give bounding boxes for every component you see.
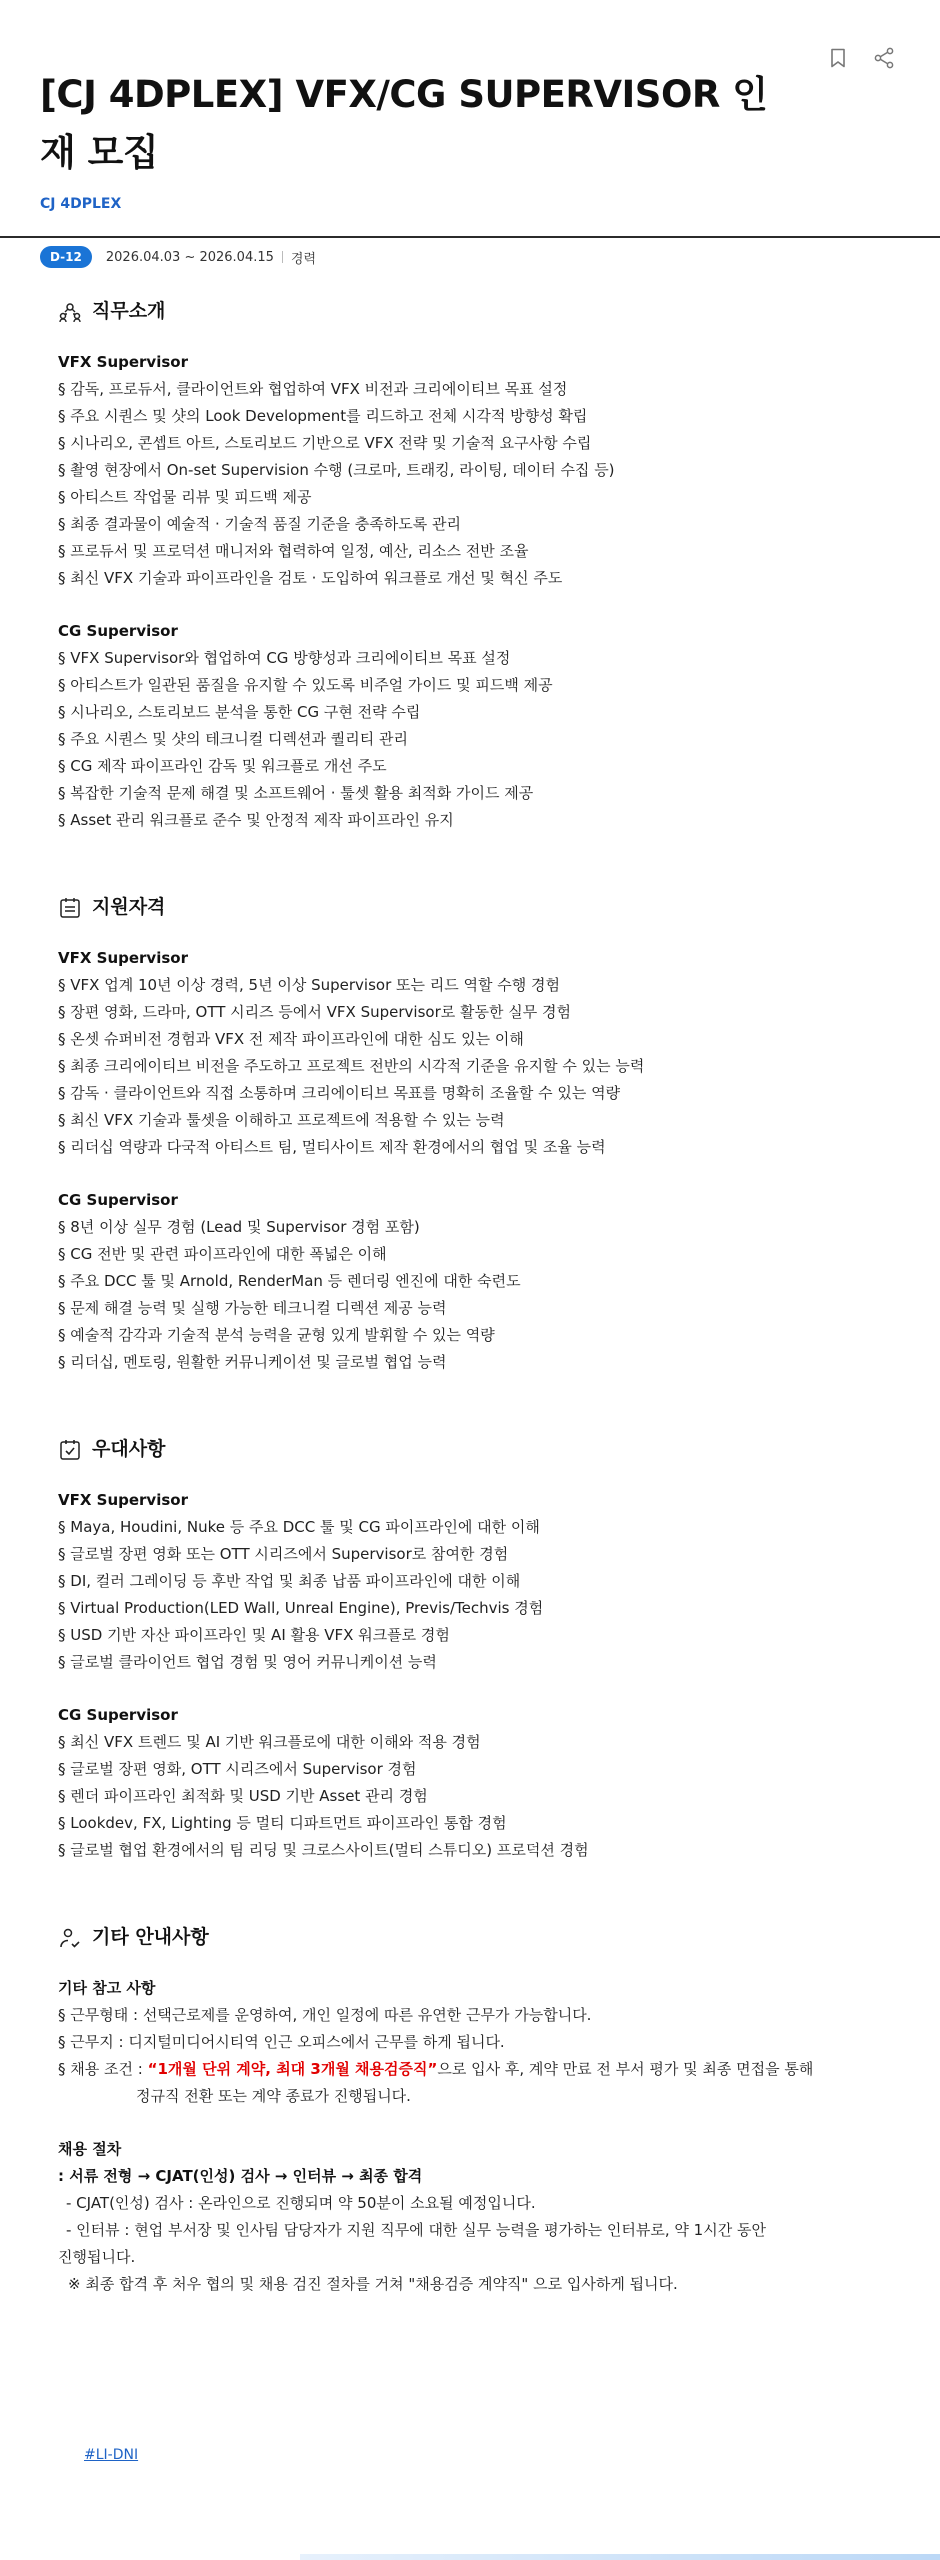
qual-cg-group [58,1187,900,1376]
hashtag-link[interactable]: #LI-DNI [84,2447,139,2463]
list-item: § CG 제작 파이프라인 감독 및 워크플로 개선 주도 [58,757,387,775]
job-meta [40,246,900,268]
list-item: § USD 기반 자산 파이프라인 및 AI 활용 VFX 워크플로 경험 [58,1626,450,1644]
list-item: § 아티스트 작업물 리뷰 및 피드백 제공 [58,488,312,506]
duty-cg-group [58,618,900,834]
duty-cg-title: CG Supervisor [58,622,178,640]
list-item: § 장편 영화, 드라마, OTT 시리즈 등에서 VFX Supervisor로 활동한 실무 경험 [58,1003,571,1021]
qual-vfx-list [58,972,900,1161]
bottom-bar [300,2554,940,2560]
list-item: § 최종 크리에이티브 비전을 주도하고 프로젝트 전반의 시각적 기준을 유지할 수 있는 능력 [58,1057,645,1075]
process-flow: : 서류 전형 → CJAT(인성) 검사 → 인터뷰 → 최종 합격 [58,2167,423,2185]
list-item: § 프로듀서 및 프로덕션 매니저와 협력하여 일정, 예산, 리소스 전반 조율 [58,542,529,560]
duty-vfx-list [58,376,900,592]
etc-process-list [58,2190,900,2298]
company-link[interactable]: CJ 4DPLEX [40,196,122,212]
list-item: § 근무지 : 디지털미디어시티역 인근 오피스에서 근무를 하게 됩니다. [58,2033,505,2051]
list-item: § 채용 조건 : “1개월 단위 계약, 최대 3개월 채용검증직”으로 입사 후, 계약 만료 전 부서 평가 및 최종 면접을 통해 정규직 전환 또는 계약 종료가 진행됩니다. [58,2060,814,2105]
list-item: § 최신 VFX 기술과 툴셋을 이해하고 프로젝트에 적용할 수 있는 능력 [58,1111,505,1129]
job-content [0,298,940,2298]
section-preference [58,1436,900,1864]
etc-reference-list [58,2002,900,2110]
header-actions [826,46,896,70]
calendar-list-icon [58,896,82,920]
list-item: § 주요 DCC 툴 및 Arnold, RenderMan 등 렌더링 엔진에 대한 숙련도 [58,1272,521,1290]
section-title-etc: 기타 안내사항 [58,1924,900,1951]
qual-cg-list [58,1214,900,1376]
list-item: § 온셋 슈퍼비전 경험과 VFX 전 제작 파이프라인에 대한 심도 있는 이해 [58,1030,524,1048]
list-item: § 촬영 현장에서 On-set Supervision 수행 (크로마, 트래킹, 라이팅, 데이터 수집 등) [58,461,615,479]
etc-reference-group [58,1975,900,2110]
list-item: § 글로벌 장편 영화, OTT 시리즈에서 Supervisor 경험 [58,1760,417,1778]
calendar-check-icon [58,1438,82,1462]
duty-vfx-group [58,349,900,592]
list-item: § 리더십 역량과 다국적 아티스트 팀, 멀티사이트 제작 환경에서의 협업 및 조율 능력 [58,1138,606,1156]
list-item: § 시나리오, 스토리보드 분석을 통한 CG 구현 전략 수립 [58,703,421,721]
etc-process-title: 채용 절차 [58,2140,122,2158]
list-item: § 글로벌 장편 영화 또는 OTT 시리즈에서 Supervisor로 참여한 경험 [58,1545,509,1563]
list-item: § CG 전반 및 관련 파이프라인에 대한 폭넓은 이해 [58,1245,387,1263]
list-item: § 글로벌 클라이언트 협업 경험 및 영어 커뮤니케이션 능력 [58,1653,437,1671]
list-item: § 감독 · 클라이언트와 직접 소통하며 크리에이티브 목표를 명확히 조율할 수 있는 역량 [58,1084,621,1102]
user-check-icon [58,1926,82,1950]
list-item: 진행됩니다. [58,2248,136,2266]
share-icon[interactable] [872,46,896,70]
list-item: § 최신 VFX 트렌드 및 AI 기반 워크플로에 대한 이해와 적용 경험 [58,1733,481,1751]
pref-cg-group [58,1702,900,1864]
list-item: § 주요 시퀀스 및 샷의 테크니컬 디렉션과 퀄리티 관리 [58,730,408,748]
duty-cg-list [58,645,900,834]
page-title: [CJ 4DPLEX] VFX/CG SUPERVISOR 인재 모집 [40,73,768,174]
meta-divider [282,251,283,263]
list-item: § 문제 해결 능력 및 실행 가능한 테크니컬 디렉션 제공 능력 [58,1299,447,1317]
list-item: § 근무형태 : 선택근로제를 운영하여, 개인 일정에 따른 유연한 근무가 가능합니다. [58,2006,592,2024]
list-item: ※ 최종 합격 후 처우 협의 및 채용 검진 절차를 거쳐 "채용검증 계약직" 으로 입사하게 됩니다. [68,2275,678,2293]
bookmark-icon[interactable] [826,46,850,70]
dday-badge: D-12 [40,246,92,268]
list-item: § 최종 결과물이 예술적 · 기술적 품질 기준을 충족하도록 관리 [58,515,461,533]
section-duty [58,298,900,834]
list-item: § 리더십, 멘토링, 원활한 커뮤니케이션 및 글로벌 협업 능력 [58,1353,447,1371]
pref-vfx-group [58,1487,900,1676]
list-item: § Maya, Houdini, Nuke 등 주요 DCC 툴 및 CG 파이프라인에 대한 이해 [58,1518,540,1536]
list-item: § 8년 이상 실무 경험 (Lead 및 Supervisor 경험 포함) [58,1218,420,1236]
pref-vfx-title: VFX Supervisor [58,1491,188,1509]
qual-cg-title: CG Supervisor [58,1191,178,1209]
list-item: § Virtual Production(LED Wall, Unreal Engine), Previs/Techvis 경험 [58,1599,544,1617]
list-item: § VFX 업계 10년 이상 경력, 5년 이상 Supervisor 또는 리드 역할 수행 경험 [58,976,560,994]
list-item: § 글로벌 협업 환경에서의 팀 리딩 및 크로스사이트(멀티 스튜디오) 프로덕션 경험 [58,1841,589,1859]
list-item: § 주요 시퀀스 및 샷의 Look Development를 리드하고 전체 시각적 방향성 확립 [58,407,588,425]
list-item: § 복잡한 기술적 문제 해결 및 소프트웨어 · 툴셋 활용 최적화 가이드 제공 [58,784,534,802]
people-network-icon [58,300,82,324]
contract-highlight: “1개월 단위 계약, 최대 3개월 채용검증직” [147,2060,438,2078]
list-item: § 시나리오, 콘셉트 아트, 스토리보드 기반으로 VFX 전략 및 기술적 요구사항 수립 [58,434,592,452]
etc-process-group [58,2136,900,2298]
career-type: 경력 [290,251,317,267]
duty-vfx-title: VFX Supervisor [58,353,188,371]
list-item: § 최신 VFX 기술과 파이프라인을 검토 · 도입하여 워크플로 개선 및 혁신 주도 [58,569,563,587]
pref-cg-title: CG Supervisor [58,1706,178,1724]
list-item: § 아티스트가 일관된 품질을 유지할 수 있도록 비주얼 가이드 및 피드백 제공 [58,676,553,694]
list-item: § VFX Supervisor와 협업하여 CG 방향성과 크리에이티브 목표 설정 [58,649,511,667]
section-qualification [58,894,900,1376]
list-item: - 인터뷰 : 현업 부서장 및 인사팀 담당자가 지원 직무에 대한 실무 능력을 평가하는 인터뷰로, 약 1시간 동안 [66,2221,766,2239]
section-title-qualification: 지원자격 [58,894,900,921]
pref-vfx-list [58,1514,900,1676]
section-title-duty: 직무소개 [58,298,900,325]
list-item: § Lookdev, FX, Lighting 등 멀티 디파트먼트 파이프라인 통합 경험 [58,1814,507,1832]
qual-vfx-group [58,945,900,1161]
list-item: § 렌더 파이프라인 최적화 및 USD 기반 Asset 관리 경험 [58,1787,428,1805]
list-item: § Asset 관리 워크플로 준수 및 안정적 제작 파이프라인 유지 [58,811,454,829]
application-period: 2026.04.03 ~ 2026.04.15 [105,249,274,265]
list-item: § 예술적 감각과 기술적 분석 능력을 균형 있게 발휘할 수 있는 역량 [58,1326,495,1344]
list-item: - CJAT(인성) 검사 : 온라인으로 진행되며 약 50분이 소요될 예정입니다. [66,2194,536,2212]
pref-cg-list [58,1729,900,1864]
list-item: § DI, 컬러 그레이딩 등 후반 작업 및 최종 납품 파이프라인에 대한 이해 [58,1572,521,1590]
list-item: § 감독, 프로듀서, 클라이언트와 협업하여 VFX 비전과 크리에이티브 목표 설정 [58,380,568,398]
qual-vfx-title: VFX Supervisor [58,949,188,967]
section-etc [58,1924,900,2298]
section-title-preference: 우대사항 [58,1436,900,1463]
job-header [0,0,940,267]
etc-reference-title: 기타 참고 사항 [58,1979,156,1997]
